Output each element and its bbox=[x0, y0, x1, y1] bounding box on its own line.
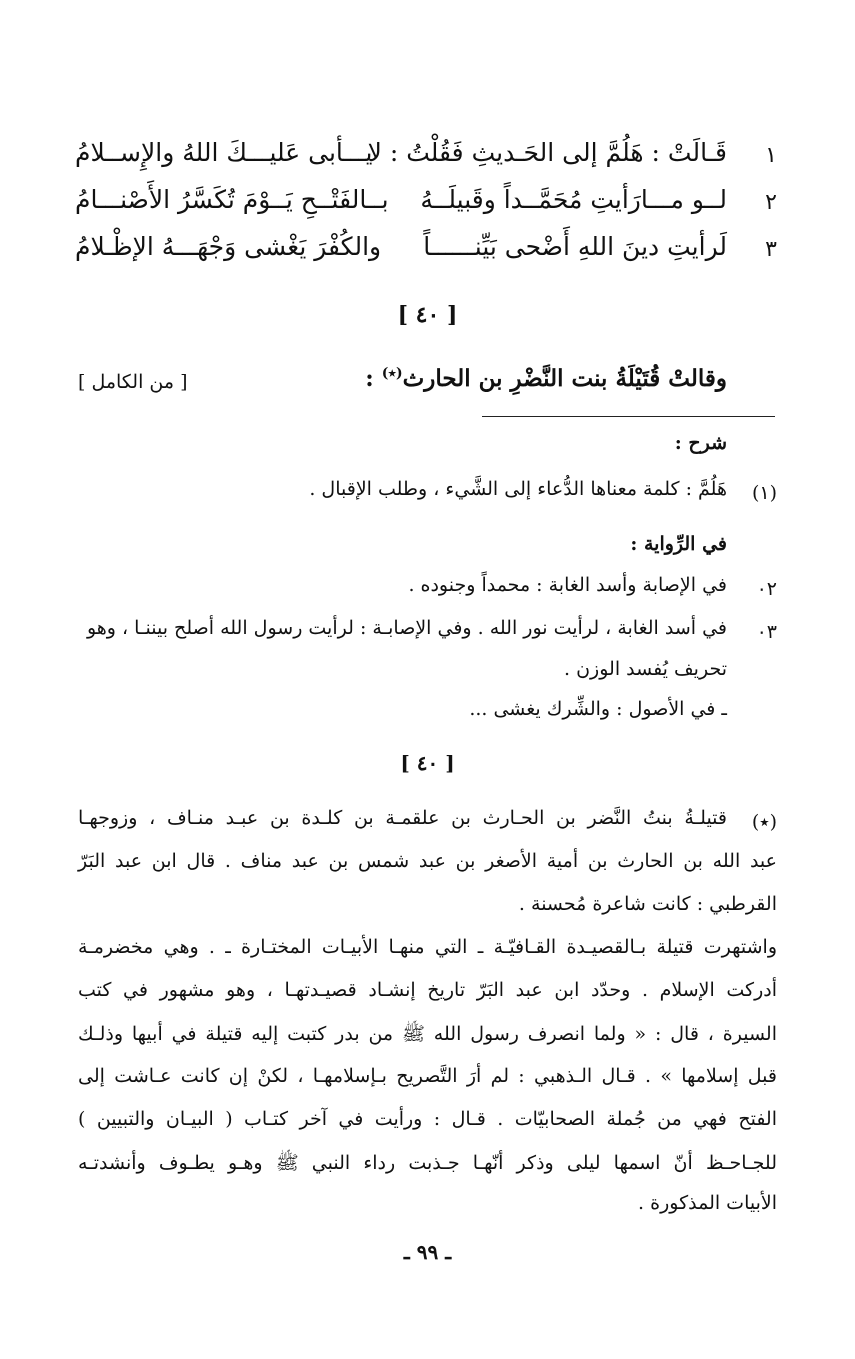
bio-line-5: أدركت الإسلام . وحدّد ابن عبد البَرّ تاريخ إنشـاد قصيـدتهـا ، وهو مشهور في كتب bbox=[78, 979, 777, 1001]
footnote-separator bbox=[482, 416, 775, 417]
riwaya-note-2-text: في الإصابة وأسد الغابة : محمداً وجنوده . bbox=[408, 574, 727, 596]
heading-colon: : bbox=[365, 365, 374, 392]
bio-line-10: الأبيات المذكورة . bbox=[638, 1192, 777, 1214]
riwaya-note-extra: ـ في الأصول : والشِّرك يغشى ... bbox=[469, 698, 727, 720]
verse-2-right-hemistich: لــو مـــارَأيتِ مُحَمَّــداً وقَبيلَــهُ bbox=[420, 185, 727, 214]
bio-line-9: للجـاحـظ أنّ اسمها ليلى وذكر أنّهـا جـذبت رداء النبي ﷺ وهـو يطـوف وأنشدتـه bbox=[78, 1152, 777, 1174]
riwaya-note-3-text: في أسد الغابة ، لرأيت نور الله . وفي الإصابـة : لرأيت رسول الله أصلح بيننـا ، وهو bbox=[86, 617, 727, 639]
heading-text: وقالتْ قُتَيْلَةُ بنت النَّضْرِ بن الحارث bbox=[402, 365, 727, 392]
verse-3-right-hemistich: لَرأيتِ دينَ اللهِ أَضْحى بَيِّنــــــاً bbox=[423, 232, 727, 261]
sharh-note-text: هَلُمَّ : كلمة معناها الدُّعاء إلى الشَّيء ، وطلب الإقبال . bbox=[309, 478, 727, 500]
page-number: ـ ٩٩ ـ bbox=[403, 1240, 452, 1264]
riwaya-note-2-number: ٠٢ bbox=[756, 578, 777, 600]
verse-3-left-hemistich: والكُفْرَ يَغْشى وَجْهَـــهُ الإظْـلامُ bbox=[75, 232, 382, 261]
bio-line-8: الفتح فهي من جُملة الصحابيّات . قـال : ورأيت في آخر كتـاب ( البيـان والتبيين ) bbox=[78, 1108, 777, 1130]
verse-2-left-hemistich: بــالفَتْــحِ يَــوْمَ تُكَسَّرُ الأَصْنـــامُ bbox=[75, 185, 389, 214]
sharh-label: شرح : bbox=[674, 432, 727, 454]
bio-line-4: واشتهرت قتيلة بـالقصيـدة القـافيّـة ـ التي منهـا الأبيـات المختـارة ـ . وهي مخضرمـة bbox=[78, 936, 777, 958]
meter-label: [ من الكامل ] bbox=[78, 371, 188, 393]
bio-footnote-marker: (٭) bbox=[751, 811, 777, 833]
bio-line-6: السيرة ، قال : « ولما انصرف رسول الله ﷺ من بدر كتبت إليه قتيلة في أبيها وذلـك bbox=[78, 1023, 777, 1045]
riwaya-note-3-number: ٠٣ bbox=[756, 621, 777, 643]
verse-number-3: ٣ bbox=[765, 237, 777, 262]
verse-1-right-hemistich: قَـالَتْ : هَلُمَّ إلى الحَـديثِ فَقُلْتُ : لا bbox=[367, 138, 727, 167]
section-marker-top: [ ٤٠ ] bbox=[397, 302, 458, 328]
verse-number-1: ١ bbox=[765, 143, 777, 168]
heading-footnote-star: (٭) bbox=[381, 365, 403, 382]
riwaya-label: في الرِّواية : bbox=[630, 533, 727, 555]
riwaya-note-3-continuation: تحريف يُفسد الوزن . bbox=[564, 658, 727, 680]
bio-line-7: قبل إسلامها » . قـال الـذهبي : لم أرَ التَّصريح بـإسلامهـا ، لكنْ إن كانت عـاشت إلى bbox=[78, 1065, 777, 1087]
verse-number-2: ٢ bbox=[765, 190, 777, 215]
poem-heading bbox=[365, 365, 727, 392]
bio-line-3: القرطبي : كانت شاعرة مُحسنة . bbox=[518, 893, 777, 915]
section-marker-bottom: [ ٤٠ ] bbox=[400, 751, 455, 775]
bio-line-1: قتيلـةُ بنتُ النَّضر بن الحـارث بن علقمـة بن كلـدة بن عبـد منـاف ، وزوجهـا bbox=[78, 807, 727, 829]
sharh-note-number: (١) bbox=[751, 482, 777, 504]
verse-1-left-hemistich: يـــأبى عَليـــكَ اللهُ والإِســلامُ bbox=[75, 138, 373, 167]
bio-line-2: عبد الله بن الحارث بن أمية الأصغر بن عبد شمس بن عبد مناف . قال ابن عبد البَرّ bbox=[78, 850, 777, 872]
